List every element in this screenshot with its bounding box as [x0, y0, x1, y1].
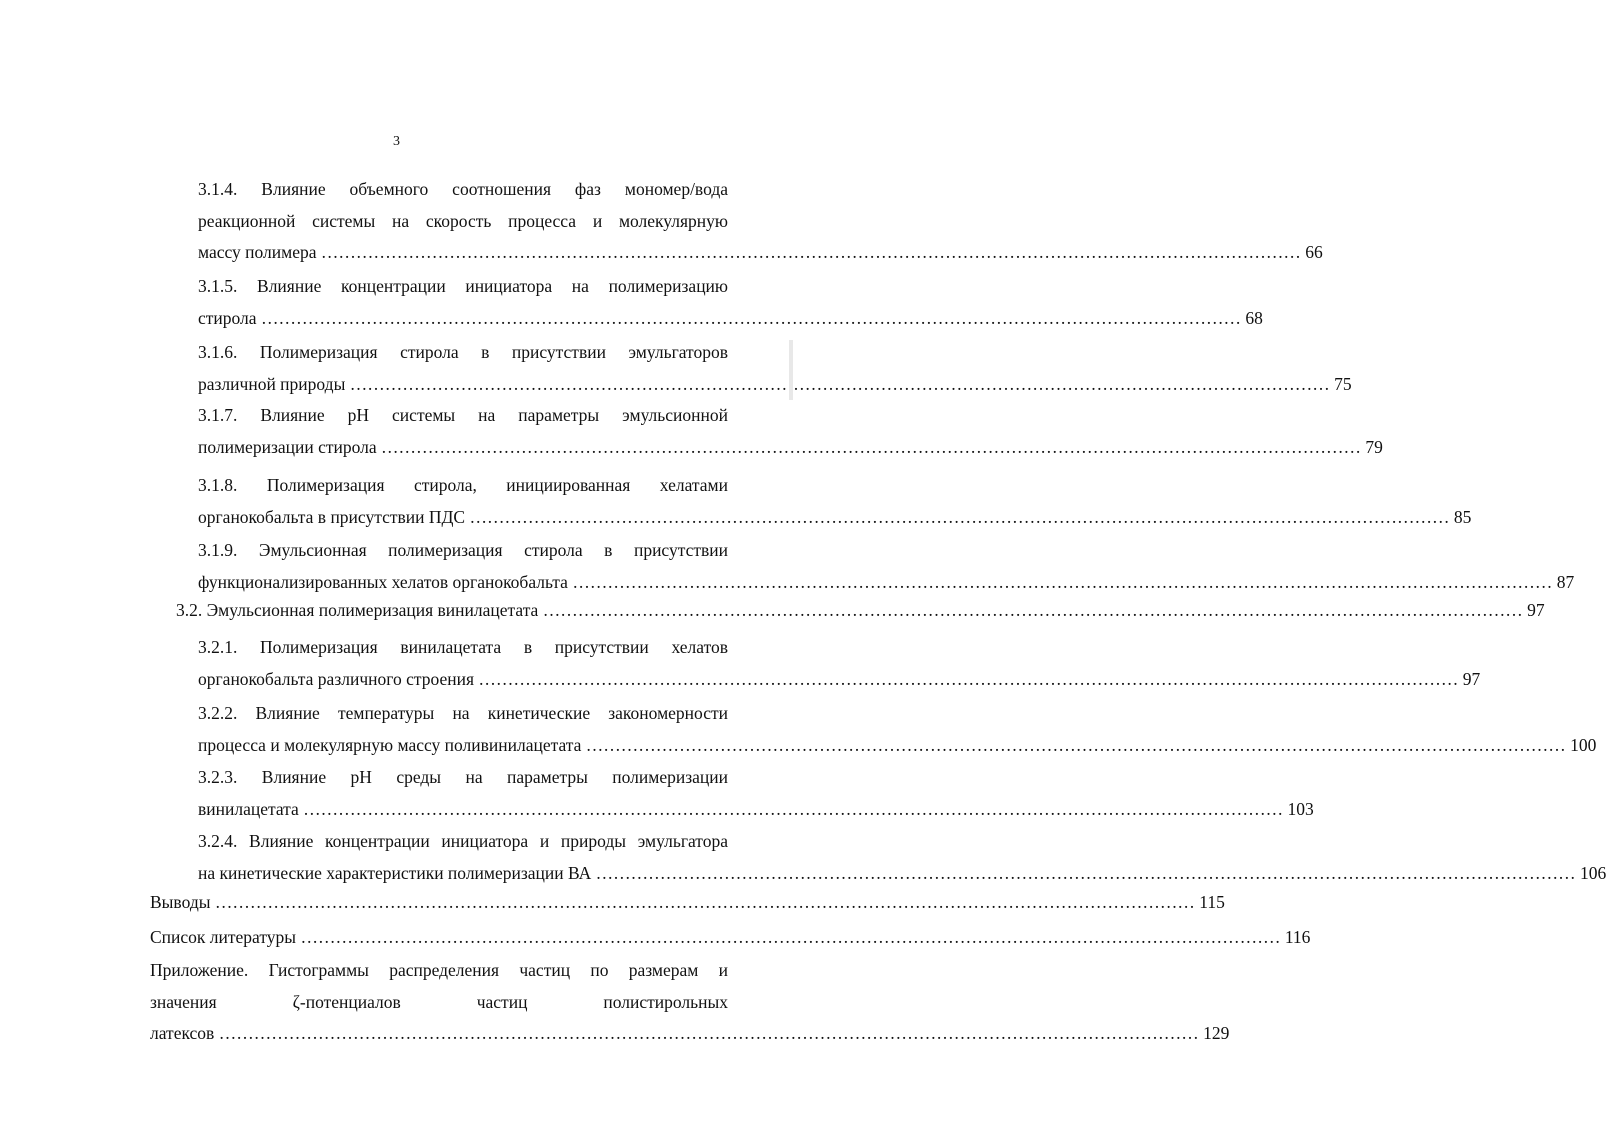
- toc-title-tail: стирола: [198, 307, 257, 328]
- dot-leader: [215, 892, 1195, 912]
- toc-page-ref: 85: [1453, 506, 1472, 527]
- dot-leader: [219, 1023, 1199, 1043]
- toc-entry-3-2-2[interactable]: [198, 698, 1597, 761]
- toc-entry-3-2-1[interactable]: [198, 632, 1481, 695]
- toc-entry-3-2-3[interactable]: [198, 762, 1314, 825]
- dot-leader: [596, 863, 1576, 883]
- toc-title-tail: полимеризации стирола: [198, 436, 377, 457]
- toc-last-line: [198, 237, 1323, 269]
- toc-last-line: [198, 664, 1481, 696]
- toc-page-ref: 129: [1203, 1023, 1230, 1043]
- toc-last-line: [150, 887, 1225, 919]
- toc-line: 3.1.4. Влияние объемного соотношения фаз мономер/вода: [198, 179, 728, 199]
- toc-page-ref: 97: [1462, 668, 1481, 689]
- toc-page-ref: 115: [1199, 892, 1225, 912]
- toc-entry-3-1-9[interactable]: [198, 535, 1575, 598]
- toc-line: 3.1.8. Полимеризация стирола, инициированная хелатами: [198, 475, 728, 495]
- toc-title-tail: органокобальта в присутствии ПДС: [198, 506, 466, 527]
- toc-line: 3.2.3. Влияние pH среды на параметры полимеризации: [198, 767, 728, 787]
- toc-line: 3.2.2. Влияние температуры на кинетические закономерности: [198, 703, 728, 723]
- toc-page-ref: 103: [1287, 798, 1314, 819]
- dot-leader: [469, 507, 1449, 527]
- dot-leader: [300, 927, 1280, 947]
- toc-entry-3-1-5[interactable]: [198, 271, 1263, 334]
- toc-page-ref: 75: [1334, 373, 1352, 394]
- toc-page-ref: 116: [1284, 927, 1311, 947]
- toc-line: 3.1.5. Влияние концентрации инициатора на полимеризацию: [198, 276, 728, 296]
- toc-entry-3-1-8[interactable]: [198, 470, 1472, 533]
- toc-title-tail: различной природы: [198, 373, 346, 394]
- scan-edge-mark: [789, 340, 793, 400]
- dot-leader: [303, 799, 1283, 819]
- toc-last-line: [176, 595, 1545, 627]
- toc-last-line: [198, 730, 1597, 762]
- toc-page-ref: 66: [1305, 242, 1323, 262]
- toc-last-line: [198, 369, 1352, 401]
- toc-last-line: [198, 303, 1263, 335]
- toc-line: 3.2.4. Влияние концентрации инициатора и природы эмульгатора: [198, 831, 728, 851]
- dot-leader: [572, 572, 1552, 592]
- toc-entry-3-2-4[interactable]: [198, 826, 1606, 889]
- toc-entry-references[interactable]: [150, 922, 1311, 954]
- toc-page-ref: 106: [1579, 862, 1606, 883]
- toc-line: 3.2.1. Полимеризация винилацетата в присутствии хелатов: [198, 637, 728, 657]
- toc-line: 3.1.9. Эмульсионная полимеризация стирола в присутствии: [198, 540, 728, 560]
- toc-title-tail: винилацетата: [198, 798, 299, 819]
- toc-last-line: [198, 432, 1383, 464]
- toc-last-line: [198, 858, 1606, 890]
- toc-line: значения ζ-потенциалов частиц полистирольных: [150, 991, 728, 1012]
- toc-title-tail: латексов: [150, 1023, 215, 1043]
- toc-last-line: [150, 1018, 1230, 1050]
- toc-title-tail: процесса и молекулярную массу поливинилацетата: [198, 734, 582, 755]
- toc-title-tail: органокобальта различного строения: [198, 668, 475, 689]
- toc-entry-3-1-7[interactable]: [198, 400, 1383, 463]
- toc-entry-appendix[interactable]: [150, 955, 1230, 1050]
- toc-entry-conclusions[interactable]: [150, 887, 1225, 919]
- toc-line: Приложение. Гистограммы распределения частиц по размерам и: [150, 960, 728, 980]
- dot-leader: [321, 242, 1301, 262]
- toc-title-tail: Список литературы: [150, 927, 297, 947]
- toc-line: реакционной системы на скорость процесса и молекулярную: [198, 210, 728, 231]
- toc-last-line: [198, 567, 1575, 599]
- toc-entry-3-1-4[interactable]: [198, 174, 1323, 269]
- dot-leader: [478, 669, 1458, 689]
- toc-title-tail: массу полимера: [198, 242, 317, 262]
- dot-leader: [261, 308, 1241, 328]
- dot-leader: [381, 437, 1361, 457]
- toc-last-line: [198, 502, 1472, 534]
- toc-entry-3-1-6[interactable]: [198, 337, 1352, 400]
- toc-title-tail: 3.2. Эмульсионная полимеризация винилацетата: [176, 600, 539, 620]
- toc-entry-3-2[interactable]: [176, 595, 1545, 627]
- toc-page-ref: 100: [1570, 734, 1597, 755]
- toc-title-tail: на кинетические характеристики полимеризации ВА: [198, 862, 592, 883]
- toc-page-ref: 68: [1245, 307, 1263, 328]
- toc-last-line: [150, 922, 1311, 954]
- toc-line: 3.1.7. Влияние pH системы на параметры эмульсионной: [198, 405, 728, 425]
- toc-title-tail: функционализированных хелатов органокобальта: [198, 571, 568, 592]
- toc-page-ref: 79: [1365, 436, 1383, 457]
- page-number: 3: [393, 134, 400, 149]
- toc-last-line: [198, 794, 1314, 826]
- toc-page-ref: 87: [1556, 571, 1575, 592]
- dot-leader: [543, 600, 1523, 620]
- dot-leader: [586, 735, 1566, 755]
- toc-page-ref: 97: [1527, 600, 1545, 620]
- toc-title-tail: Выводы: [150, 892, 211, 912]
- dot-leader: [350, 374, 1330, 394]
- toc-line: 3.1.6. Полимеризация стирола в присутствии эмульгаторов: [198, 342, 728, 362]
